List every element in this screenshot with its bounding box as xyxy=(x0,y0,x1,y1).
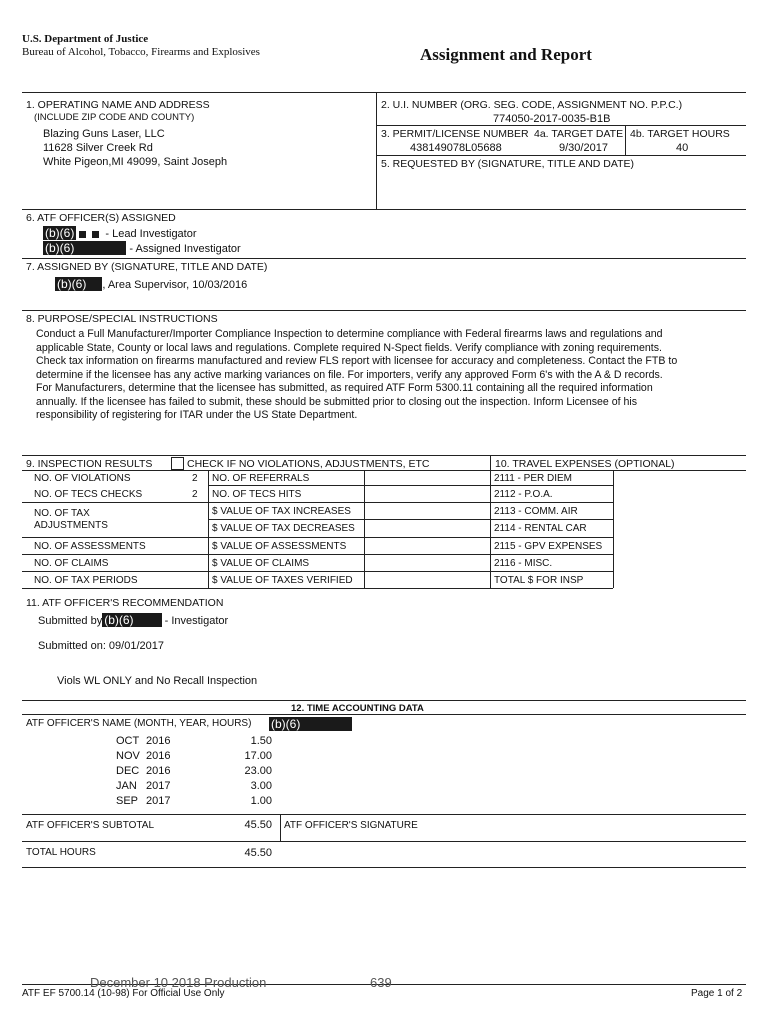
operator-street: 11628 Silver Creek Rd xyxy=(43,142,153,154)
purpose-line: determine if the licensee has any active marking variances on file. For importers, verify any approved Form 6's with the A & D records. xyxy=(36,368,663,381)
box6-label: 6. ATF OFFICER(S) ASSIGNED xyxy=(26,212,176,224)
taxes-verified-label: $ VALUE OF TAXES VERIFIED xyxy=(212,575,353,586)
recommendation-note: Viols WL ONLY and No Recall Inspection xyxy=(57,675,258,687)
travel-rental-car: 2114 - RENTAL CAR xyxy=(494,523,587,534)
entry-month: NOV xyxy=(116,750,140,762)
purpose-line: annually. If the licensee has failed to submit, these should be submitted prior to closing out the inspection. Inform Licensee of his xyxy=(36,395,638,408)
submitted-on: Submitted on: 09/01/2017 xyxy=(38,640,164,652)
purpose-line: responsibility of registering for ITAR under the US State Department. xyxy=(36,409,358,421)
lead-investigator-line xyxy=(43,226,197,240)
subtotal-label: ATF OFFICER'S SUBTOTAL xyxy=(26,820,155,831)
entry-year: 2016 xyxy=(146,735,171,747)
time-hours xyxy=(224,734,272,809)
page-number: Page 1 of 2 xyxy=(691,988,743,999)
box4b-label: 4b. TARGET HOURS xyxy=(630,128,730,140)
entry-hours: 1.00 xyxy=(250,795,272,807)
violations-label: NO. OF VIOLATIONS xyxy=(34,473,131,484)
target-hours: 40 xyxy=(676,142,689,154)
box9-label: 9. INSPECTION RESULTS xyxy=(26,458,153,470)
travel-comm-air: 2113 - COMM. AIR xyxy=(494,506,578,517)
entry-year: 2016 xyxy=(146,750,171,762)
adjustments-label: ADJUSTMENTS xyxy=(34,520,108,531)
claims-label: NO. OF CLAIMS xyxy=(34,558,109,569)
assessments-label: NO. OF ASSESSMENTS xyxy=(34,541,146,552)
entry-month: DEC xyxy=(116,765,140,777)
entry-hours: 3.00 xyxy=(250,780,272,792)
subtotal-value: 45.50 xyxy=(244,819,272,831)
bureau-name: Bureau of Alcohol, Tobacco, Firearms and Explosives xyxy=(22,46,260,58)
entry-year: 2017 xyxy=(146,795,171,807)
operator-name: Blazing Guns Laser, LLC xyxy=(43,128,165,140)
redaction-box: (b)(6) xyxy=(57,277,87,291)
entry-hours: 1.50 xyxy=(250,735,272,747)
tecs-checks-label: NO. OF TECS CHECKS xyxy=(34,489,143,500)
assigned-by-value: , Area Supervisor, 10/03/2016 xyxy=(102,279,248,291)
box3-label: 3. PERMIT/LICENSE NUMBER xyxy=(381,128,529,140)
box1-label: 1. OPERATING NAME AND ADDRESS xyxy=(26,99,210,111)
travel-total: TOTAL $ FOR INSP xyxy=(494,575,584,586)
tax-increases-label: $ VALUE OF TAX INCREASES xyxy=(212,506,351,517)
redaction-box: (b)(6) xyxy=(45,226,75,240)
redaction-box: (b)(6) xyxy=(45,241,75,255)
permit-number: 438149078L05688 xyxy=(410,142,502,154)
total-hours-value: 45.50 xyxy=(244,847,272,859)
tax-periods-label: NO. OF TAX PERIODS xyxy=(34,575,138,586)
submitted-by-line xyxy=(38,613,228,627)
operator-city: White Pigeon,MI 49099, Saint Joseph xyxy=(43,156,228,168)
travel-gpv: 2115 - GPV EXPENSES xyxy=(494,541,603,552)
claims-value-label: $ VALUE OF CLAIMS xyxy=(212,558,310,569)
department-name: U.S. Department of Justice xyxy=(22,33,149,45)
entry-month: OCT xyxy=(116,735,140,747)
no-violations-label: CHECK IF NO VIOLATIONS, ADJUSTMENTS, ETC xyxy=(187,458,430,470)
travel-misc: 2116 - MISC. xyxy=(494,558,553,569)
assessments-value-label: $ VALUE OF ASSESSMENTS xyxy=(212,541,347,552)
tecs-hits-label: NO. OF TECS HITS xyxy=(212,489,302,500)
purpose-line: For Manufacturers, determine that the licensee has submitted, as required ATF Form 5300.11 containing all the required information xyxy=(36,382,653,394)
bates-number: 639 xyxy=(370,975,392,990)
box4a-label: 4a. TARGET DATE xyxy=(534,128,624,140)
redaction-box: (b)(6) xyxy=(104,613,134,627)
tecs-checks-value: 2 xyxy=(192,489,198,500)
lead-investigator-label: - Lead Investigator xyxy=(105,228,197,240)
officer-name-label: ATF OFFICER'S NAME (MONTH, YEAR, HOURS) xyxy=(26,718,252,729)
purpose-line: applicable State, County or local laws and regulations. Complete required N-Spect fields. Verify compliance with zoning requirements. xyxy=(36,341,662,354)
purpose-line: Conduct a Full Manufacturer/Importer Compliance Inspection to determine compliance with Federal firearms laws and regulations and xyxy=(36,328,663,340)
no-violations-checkbox[interactable] xyxy=(171,457,184,470)
box7-label: 7. ASSIGNED BY (SIGNATURE, TITLE AND DATE) xyxy=(26,261,268,273)
travel-poa: 2112 - P.O.A. xyxy=(494,489,553,500)
purpose-text xyxy=(36,328,677,423)
signature-label: ATF OFFICER'S SIGNATURE xyxy=(284,820,418,831)
time-entries xyxy=(116,734,170,809)
box12-label: 12. TIME ACCOUNTING DATA xyxy=(291,703,424,714)
form-number: ATF EF 5700.14 (10-98) For Official Use Only xyxy=(22,988,225,999)
submitted-by-label: Submitted by xyxy=(38,615,103,627)
entry-hours: 17.00 xyxy=(244,750,272,762)
purpose-line: Check tax information on firearms manufactured and review FLS report with licensee for accuracy and completeness. Contact the FTB to xyxy=(36,355,678,367)
box5-label: 5. REQUESTED BY (SIGNATURE, TITLE AND DATE) xyxy=(381,158,635,170)
tax-decreases-label: $ VALUE OF TAX DECREASES xyxy=(212,523,355,534)
entry-year: 2016 xyxy=(146,765,171,777)
production-stamp: December 10 2018 Production xyxy=(90,975,267,990)
target-date: 9/30/2017 xyxy=(559,142,608,154)
assigned-investigator-line xyxy=(43,241,241,255)
officer-name-redacted xyxy=(269,717,352,731)
entry-month: JAN xyxy=(116,780,137,792)
ui-number: 774050-2017-0035-B1B xyxy=(493,113,611,125)
redaction-box: (b)(6) xyxy=(271,717,301,731)
box1-sublabel: (INCLUDE ZIP CODE AND COUNTY) xyxy=(34,112,195,123)
box8-label: 8. PURPOSE/SPECIAL INSTRUCTIONS xyxy=(26,313,218,325)
entry-year: 2017 xyxy=(146,780,171,792)
violations-value: 2 xyxy=(192,473,198,484)
entry-hours: 23.00 xyxy=(244,765,272,777)
referrals-label: NO. OF REFERRALS xyxy=(212,473,310,484)
investigator-label: - Investigator xyxy=(164,615,229,627)
box2-label: 2. U.I. NUMBER (ORG. SEG. CODE, ASSIGNMENT NO. P.P.C.) xyxy=(381,99,683,111)
form-title: Assignment and Report xyxy=(420,45,592,64)
entry-month: SEP xyxy=(116,795,139,807)
tax-label: NO. OF TAX xyxy=(34,508,90,519)
assigned-investigator-label: - Assigned Investigator xyxy=(129,243,241,255)
box10-label: 10. TRAVEL EXPENSES (OPTIONAL) xyxy=(495,458,675,470)
box11-label: 11. ATF OFFICER'S RECOMMENDATION xyxy=(26,597,224,609)
assigned-by-line xyxy=(55,277,247,291)
total-hours-label: TOTAL HOURS xyxy=(26,847,96,858)
travel-per-diem: 2111 - PER DIEM xyxy=(494,473,572,484)
